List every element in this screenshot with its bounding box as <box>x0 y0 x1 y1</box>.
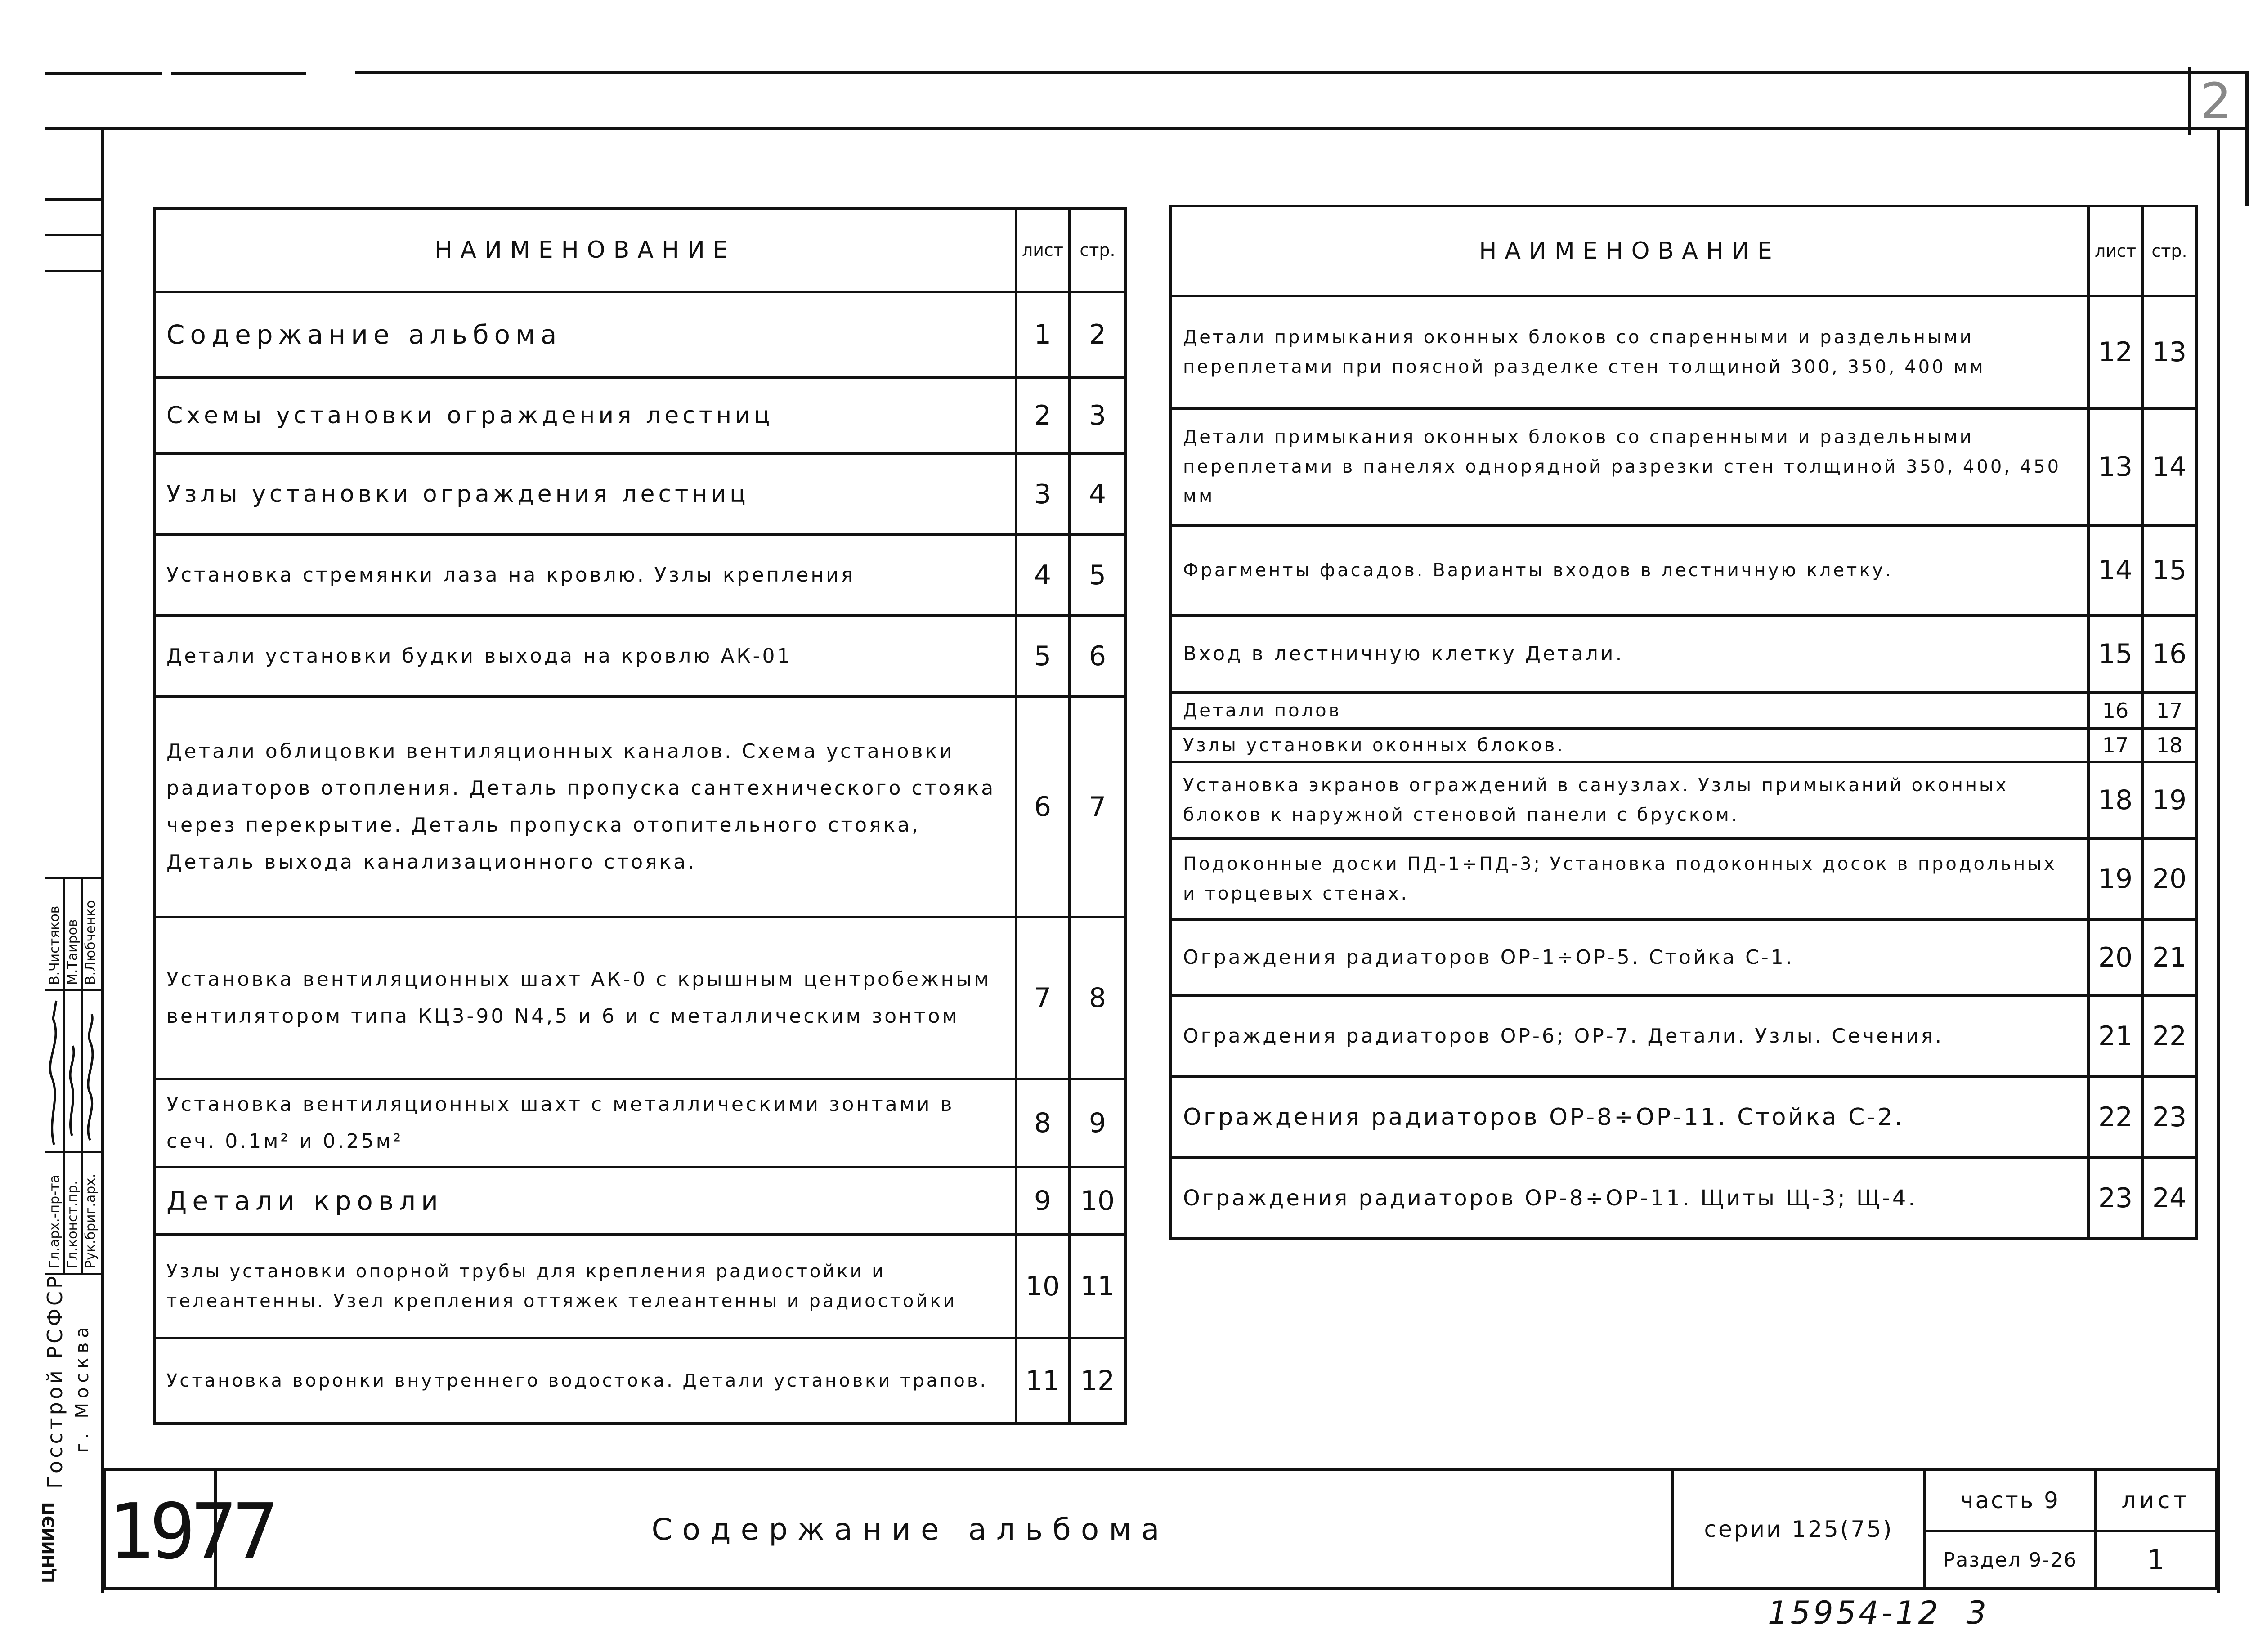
table-row <box>154 1235 1126 1338</box>
row-sheet: 14 <box>2088 525 2142 615</box>
title-cell <box>214 1471 1784 1587</box>
top-border-dash-2 <box>171 72 306 75</box>
row-name: Детали примыкания оконных блоков со спаренными и раздельными переплетами при поясной разделке стен толщиной 300, 350, 400 мм <box>1171 296 2088 408</box>
signature-marks <box>45 992 102 1149</box>
stamp-role: Гл.конст.пр. <box>65 1181 81 1268</box>
row-page: 15 <box>2142 525 2196 615</box>
table-row <box>154 454 1126 535</box>
top-border-dash-1 <box>45 72 162 75</box>
row-name: Установка экранов ограждений в санузлах. Узлы примыканий оконных блоков к наружной стеновой панели с бруском. <box>1171 762 2088 838</box>
row-page: 7 <box>1069 697 1126 917</box>
table-row <box>1171 1077 2196 1158</box>
row-sheet: 19 <box>2088 838 2142 919</box>
table-row <box>154 616 1126 697</box>
row-page: 23 <box>2142 1077 2196 1158</box>
row-sheet: 17 <box>2088 729 2142 762</box>
stamp-role: Рук.бриг.арх. <box>83 1173 99 1268</box>
row-page: 13 <box>2142 296 2196 408</box>
row-page: 20 <box>2142 838 2196 919</box>
table-row <box>154 697 1126 917</box>
sheet-corner-number: 2 <box>2188 67 2240 135</box>
frame-right-outer <box>2245 71 2249 206</box>
row-page: 10 <box>1069 1167 1126 1235</box>
row-page: 24 <box>2142 1158 2196 1239</box>
row-sheet: 16 <box>2088 693 2142 729</box>
row-sheet: 13 <box>2088 408 2142 525</box>
row-name: Фрагменты фасадов. Варианты входов в лестничную клетку. <box>1171 525 2088 615</box>
row-page: 18 <box>2142 729 2196 762</box>
row-page: 9 <box>1069 1079 1126 1167</box>
series-cell <box>1671 1471 1923 1587</box>
row-sheet: 23 <box>2088 1158 2142 1239</box>
row-page: 21 <box>2142 919 2196 996</box>
row-sheet: 4 <box>1016 535 1069 616</box>
row-sheet: 8 <box>1016 1079 1069 1167</box>
page-header: стр. <box>2142 206 2196 296</box>
row-sheet: 3 <box>1016 454 1069 535</box>
table-row <box>1171 838 2196 919</box>
table-row <box>1171 762 2196 838</box>
row-sheet: 1 <box>1016 292 1069 377</box>
stamp-role: Гл.арх.-пр-та <box>47 1175 63 1268</box>
left-contents-table <box>153 207 1127 1425</box>
row-name: Установка воронки внутреннего водостока. Детали установки трапов. <box>154 1338 1016 1424</box>
frame-left <box>101 127 104 1593</box>
row-sheet: 5 <box>1016 616 1069 697</box>
row-page: 3 <box>1069 377 1126 454</box>
row-sheet: 11 <box>1016 1338 1069 1424</box>
row-page: 12 <box>1069 1338 1126 1424</box>
table-row <box>154 535 1126 616</box>
row-sheet: 20 <box>2088 919 2142 996</box>
name-header: НАИМЕНОВАНИЕ <box>1171 206 2088 296</box>
row-name: Установка вентиляционных шахт с металлическими зонтами в сеч. 0.1м² и 0.25м² <box>154 1079 1016 1167</box>
stamp-hline <box>45 1151 102 1153</box>
section-text: Раздел 9-26 <box>1943 1548 2078 1571</box>
row-page: 4 <box>1069 454 1126 535</box>
stamp-divider <box>45 234 102 236</box>
row-sheet: 2 <box>1016 377 1069 454</box>
row-sheet: 10 <box>1016 1235 1069 1338</box>
table-row <box>1171 525 2196 615</box>
row-name: Детали установки будки выхода на кровлю АК-01 <box>154 616 1016 697</box>
row-name: Детали облицовки вентиляционных каналов. Схема установки радиаторов отопления. Деталь пропуска сантехнического стояка через перекрытие. Деталь пропуска отопительного стояка, Деталь выхода канализационного стояка. <box>154 697 1016 917</box>
row-page: 8 <box>1069 917 1126 1079</box>
table-row <box>1171 408 2196 525</box>
frame-right <box>2217 127 2220 1593</box>
row-sheet: 6 <box>1016 697 1069 917</box>
part-text: часть 9 <box>1926 1471 2094 1532</box>
title-block <box>103 1468 2218 1590</box>
row-sheet: 12 <box>2088 296 2142 408</box>
series-text: серии 125(75) <box>1704 1516 1894 1542</box>
table-row <box>154 1338 1126 1424</box>
table-row <box>1171 996 2196 1077</box>
stamp-divider <box>45 270 102 272</box>
row-name: Детали примыкания оконных блоков со спаренными и раздельными переплетами в панелях однорядной разрезки стен толщиной 350, 400, 450 мм <box>1171 408 2088 525</box>
row-name: Вход в лестничную клетку Детали. <box>1171 615 2088 693</box>
row-name: Схемы установки ограждения лестниц <box>154 377 1016 454</box>
table-row <box>154 377 1126 454</box>
stamp-hline <box>45 989 102 991</box>
stamp-name: М.Таиров <box>65 919 81 985</box>
title-year: 1977 <box>108 1487 274 1576</box>
row-sheet: 22 <box>2088 1077 2142 1158</box>
sheet-number: 1 <box>2147 1544 2165 1576</box>
footer-code: 15954-12 3 <box>1768 1594 1989 1631</box>
row-page: 2 <box>1069 292 1126 377</box>
table-row <box>1171 919 2196 996</box>
title-text: Содержание альбома <box>651 1512 1169 1547</box>
row-page: 14 <box>2142 408 2196 525</box>
row-page: 17 <box>2142 693 2196 729</box>
row-name: Ограждения радиаторов ОР-8÷ОР-11. Стойка С-2. <box>1171 1077 2088 1158</box>
row-name: Узлы установки оконных блоков. <box>1171 729 2088 762</box>
row-name: Ограждения радиаторов ОР-6; ОР-7. Детали. Узлы. Сечения. <box>1171 996 2088 1077</box>
row-sheet: 9 <box>1016 1167 1069 1235</box>
table-row <box>154 917 1126 1079</box>
row-name: Ограждения радиаторов ОР-8÷ОР-11. Щиты Щ-3; Щ-4. <box>1171 1158 2088 1239</box>
row-name: Установка вентиляционных шахт АК-0 с крышным центробежным вентилятором типа КЦ3-90 N4,5 и 6 и с металлическим зонтом <box>154 917 1016 1079</box>
row-page: 22 <box>2142 996 2196 1077</box>
frame-top <box>45 127 2249 130</box>
row-name: Установка стремянки лаза на кровлю. Узлы крепления <box>154 535 1016 616</box>
row-name: Содержание альбома <box>154 292 1016 377</box>
sheet-header: лист <box>2088 206 2142 296</box>
row-name: Подоконные доски ПД-1÷ПД-3; Установка подоконных досок в продольных и торцевых стенах. <box>1171 838 2088 919</box>
page-header: стр. <box>1069 208 1126 292</box>
table-row <box>1171 296 2196 408</box>
org-logo: ЦНИИЭП <box>40 1502 58 1583</box>
table-row <box>154 1167 1126 1235</box>
row-sheet: 21 <box>2088 996 2142 1077</box>
table-row <box>1171 615 2196 693</box>
sheet-header: лист <box>1016 208 1069 292</box>
row-page: 19 <box>2142 762 2196 838</box>
org-name: Госстрой РСФСР <box>43 1273 67 1489</box>
row-page: 6 <box>1069 616 1126 697</box>
table-row <box>154 1079 1126 1167</box>
row-name: Детали кровли <box>154 1167 1016 1235</box>
stamp-name: В.Любченко <box>83 900 99 985</box>
sheet-cell <box>2094 1471 2215 1587</box>
row-page: 11 <box>1069 1235 1126 1338</box>
org-city: г. Москва <box>72 1322 93 1453</box>
table-row <box>1171 1158 2196 1239</box>
row-page: 16 <box>2142 615 2196 693</box>
stamp-name: В.Чистяков <box>47 905 63 985</box>
stamp-divider <box>45 877 102 879</box>
row-page: 5 <box>1069 535 1126 616</box>
table-row <box>154 292 1126 377</box>
table-row <box>1171 729 2196 762</box>
row-name: Ограждения радиаторов ОР-1÷ОР-5. Стойка С-1. <box>1171 919 2088 996</box>
row-name: Детали полов <box>1171 693 2088 729</box>
sheet-label: лист <box>2097 1471 2215 1532</box>
name-header: НАИМЕНОВАНИЕ <box>154 208 1016 292</box>
row-sheet: 7 <box>1016 917 1069 1079</box>
row-sheet: 18 <box>2088 762 2142 838</box>
row-name: Узлы установки опорной трубы для крепления радиостойки и телеантенны. Узел крепления оттяжек телеантенны и радиостойки <box>154 1235 1016 1338</box>
table-row <box>1171 693 2196 729</box>
right-contents-table <box>1169 205 2198 1240</box>
part-cell <box>1923 1471 2094 1587</box>
top-border <box>355 71 2249 74</box>
row-sheet: 15 <box>2088 615 2142 693</box>
row-name: Узлы установки ограждения лестниц <box>154 454 1016 535</box>
